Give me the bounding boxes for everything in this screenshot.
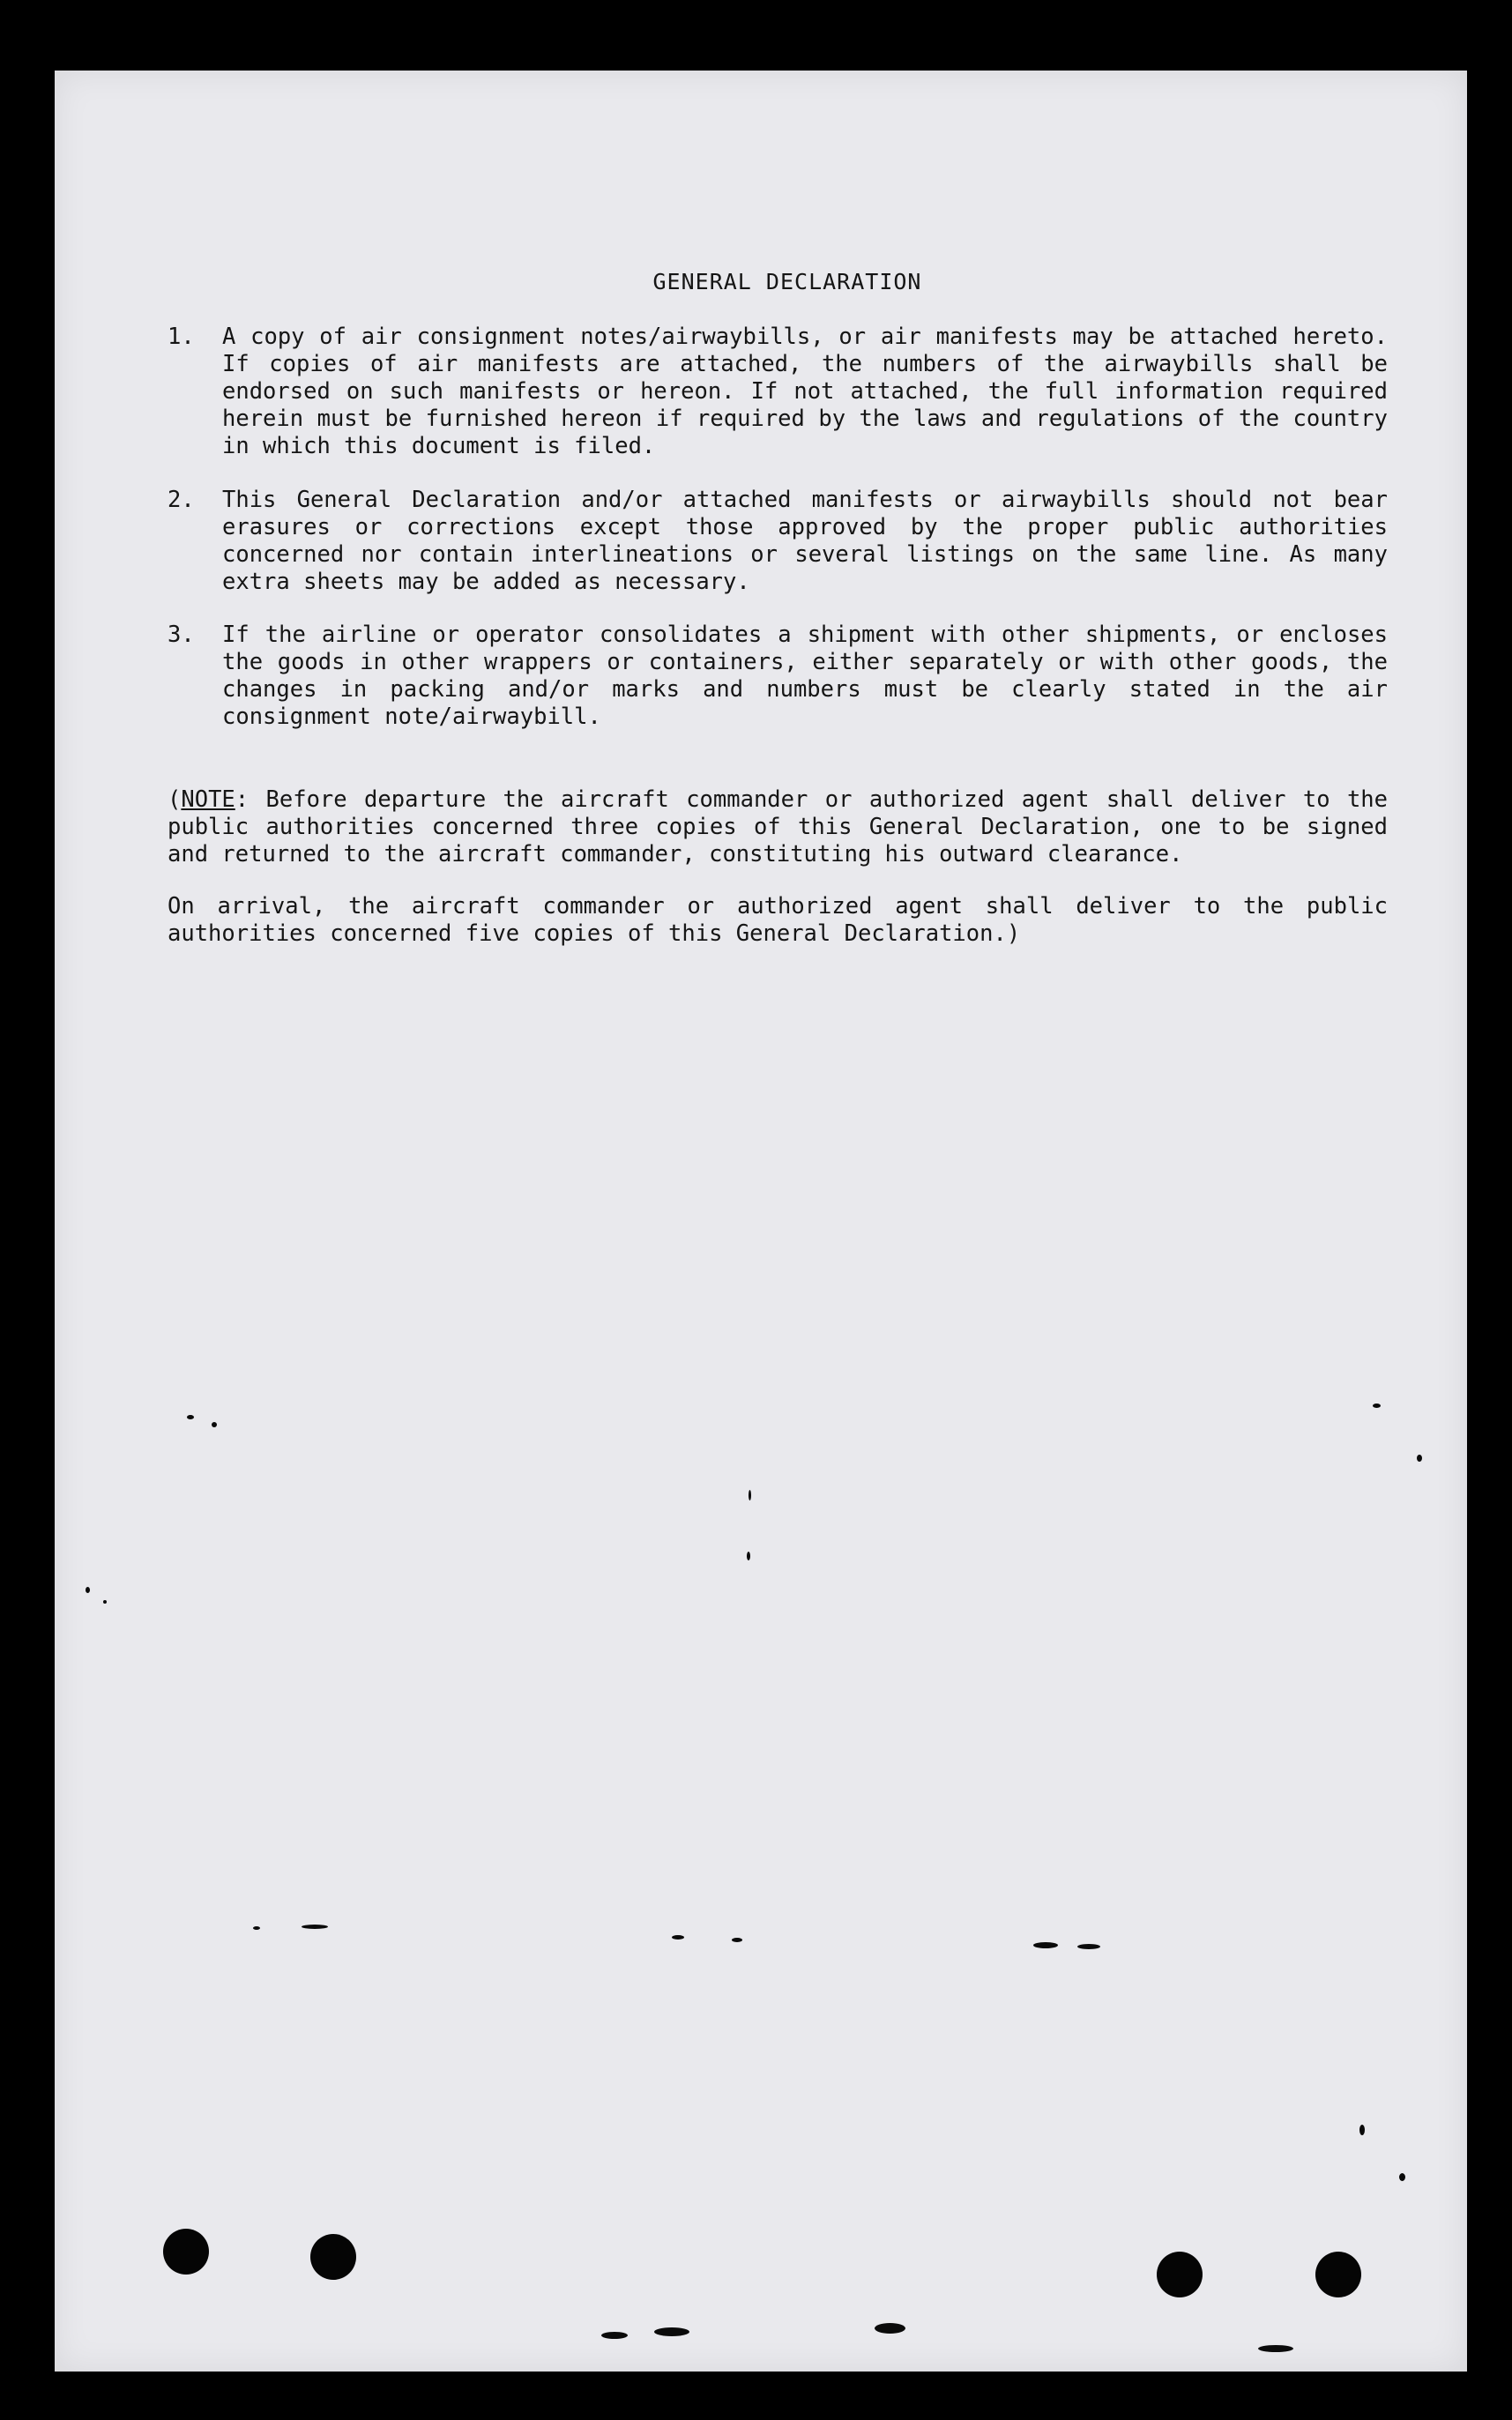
list-item	[168, 622, 1388, 731]
scan-speck	[747, 1552, 750, 1560]
scan-speck	[1417, 1455, 1422, 1462]
note-text: : Before departure the aircraft commander or authorized agent shall deliver to the public authorities concerned three copies of this General Declaration, one to be signed and returned to the aircraft commander, constituting his outward clearance.	[168, 786, 1388, 867]
scan-speck	[654, 2327, 689, 2336]
scan-speck	[749, 1490, 751, 1500]
scan-speck	[875, 2323, 905, 2334]
scan-speck	[1359, 2125, 1365, 2135]
item-number: 2.	[168, 487, 195, 513]
punch-hole	[163, 2229, 209, 2275]
scan-speck	[732, 1938, 742, 1942]
note-label: NOTE	[181, 786, 235, 813]
item-text: If the airline or operator consolidates a shipment with other shipments, or encloses the goods in other wrappers or containers, either separately or with other goods, the changes in packing and/or marks and numbers must be clearly stated in the air consignment note/airwaybill.	[222, 622, 1388, 730]
item-text: This General Declaration and/or attached manifests or airwaybills should not bear erasures or corrections except those approved by the proper public authorities concerned nor contain interlineations or several listings on the same line. As many extra sheets may be added as necessary.	[222, 487, 1388, 595]
note-paragraph	[168, 786, 1388, 868]
scan-speck	[187, 1415, 194, 1419]
item-number: 1.	[168, 324, 195, 350]
scan-speck	[1077, 1944, 1100, 1949]
scan-speck	[103, 1600, 107, 1604]
scan-speck	[1033, 1942, 1058, 1948]
document-title: GENERAL DECLARATION	[652, 269, 922, 294]
scan-speck	[1399, 2173, 1405, 2181]
note-arrival-paragraph: On arrival, the aircraft commander or authorized agent shall deliver to the public authorities concerned five copies of this General Declaration.)	[168, 893, 1388, 947]
punch-hole	[1157, 2252, 1203, 2297]
scan-speck	[672, 1935, 684, 1940]
scan-speck	[302, 1925, 328, 1929]
list-item	[168, 487, 1388, 596]
scan-speck	[601, 2332, 628, 2339]
scan-speck	[253, 1926, 260, 1930]
item-number: 3.	[168, 622, 195, 648]
item-text: A copy of air consignment notes/airwaybills, or air manifests may be attached hereto. If copies of air manifests are attached, the numbers of the airwaybills shall be endorsed on such manifests or hereon. If not attached, the full information required herein must be furnished hereon if required by the laws and regulations of the country in which this document is filed.	[222, 324, 1388, 459]
scan-speck	[1373, 1404, 1381, 1408]
scan-speck	[212, 1422, 217, 1427]
punch-hole	[310, 2234, 356, 2280]
note-open-paren: (	[168, 786, 182, 813]
document-page	[55, 71, 1467, 2372]
list-item	[168, 324, 1388, 460]
scan-speck	[86, 1587, 90, 1593]
scan-speck	[1258, 2345, 1293, 2352]
punch-hole	[1315, 2252, 1361, 2297]
